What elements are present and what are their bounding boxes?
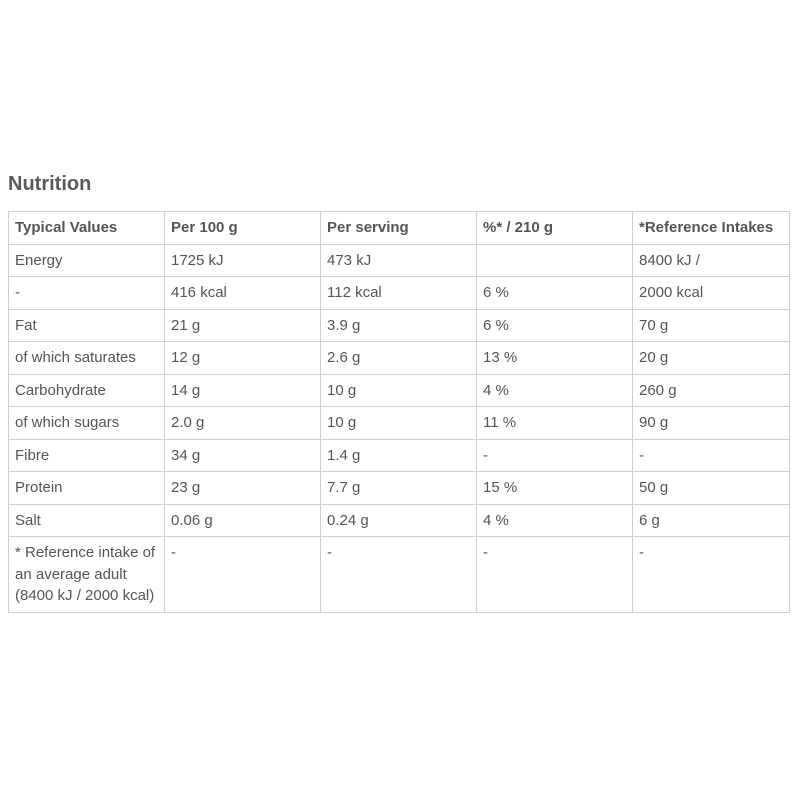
header-percent-210g: %* / 210 g [477, 212, 633, 245]
table-row-saturates [9, 342, 790, 375]
table-cell: 0.06 g [165, 504, 321, 537]
table-row-fibre [9, 439, 790, 472]
table-cell: 6 g [633, 504, 790, 537]
page-title: Nutrition [8, 173, 92, 195]
header-per-100g: Per 100 g [165, 212, 321, 245]
table-cell: 416 kcal [165, 277, 321, 310]
table-cell: 21 g [165, 309, 321, 342]
table-cell: 34 g [165, 439, 321, 472]
table-cell: 0.24 g [321, 504, 477, 537]
table-cell: 10 g [321, 407, 477, 440]
table-cell: Salt [9, 504, 165, 537]
table-cell: 1725 kJ [165, 244, 321, 277]
table-cell: 3.9 g [321, 309, 477, 342]
table-cell: 2000 kcal [633, 277, 790, 310]
table-cell: Carbohydrate [9, 374, 165, 407]
table-cell: 11 % [477, 407, 633, 440]
table-cell: 4 % [477, 504, 633, 537]
table-cell: 8400 kJ / [633, 244, 790, 277]
table-cell: 473 kJ [321, 244, 477, 277]
table-cell: 2.0 g [165, 407, 321, 440]
table-cell: - [165, 537, 321, 613]
table-row-energy-kcal [9, 277, 790, 310]
table-row-reference-note [9, 537, 790, 613]
table-cell: 20 g [633, 342, 790, 375]
table-cell: 7.7 g [321, 472, 477, 505]
table-cell: Fat [9, 309, 165, 342]
table-cell [477, 244, 633, 277]
table-cell: 12 g [165, 342, 321, 375]
table-cell: 50 g [633, 472, 790, 505]
header-reference-intakes: *Reference Intakes [633, 212, 790, 245]
table-cell: 90 g [633, 407, 790, 440]
table-cell: 13 % [477, 342, 633, 375]
table-cell: - [633, 537, 790, 613]
table-cell: of which sugars [9, 407, 165, 440]
table-cell: Protein [9, 472, 165, 505]
table-cell: Energy [9, 244, 165, 277]
table-cell: 15 % [477, 472, 633, 505]
table-cell: 112 kcal [321, 277, 477, 310]
table-cell: - [477, 439, 633, 472]
table-cell: 1.4 g [321, 439, 477, 472]
table-cell: 6 % [477, 277, 633, 310]
table-cell: 70 g [633, 309, 790, 342]
table-row-sugars [9, 407, 790, 440]
table-cell: 14 g [165, 374, 321, 407]
table-cell: - [633, 439, 790, 472]
header-per-serving: Per serving [321, 212, 477, 245]
table-cell: 6 % [477, 309, 633, 342]
table-cell: of which saturates [9, 342, 165, 375]
table-cell: 10 g [321, 374, 477, 407]
table-cell: Fibre [9, 439, 165, 472]
nutrition-table [8, 211, 790, 613]
table-row-protein [9, 472, 790, 505]
table-row-salt [9, 504, 790, 537]
table-row-energy-kj [9, 244, 790, 277]
table-cell: 260 g [633, 374, 790, 407]
table-row-fat [9, 309, 790, 342]
header-typical-values: Typical Values [9, 212, 165, 245]
table-cell: 23 g [165, 472, 321, 505]
table-cell: - [477, 537, 633, 613]
table-cell: - [9, 277, 165, 310]
table-row-carbohydrate [9, 374, 790, 407]
table-cell: 2.6 g [321, 342, 477, 375]
reference-intake-note: * Reference intake of an average adult (8400 kJ / 2000 kcal) [9, 537, 165, 613]
table-header-row [9, 212, 790, 245]
table-cell: - [321, 537, 477, 613]
table-cell: 4 % [477, 374, 633, 407]
